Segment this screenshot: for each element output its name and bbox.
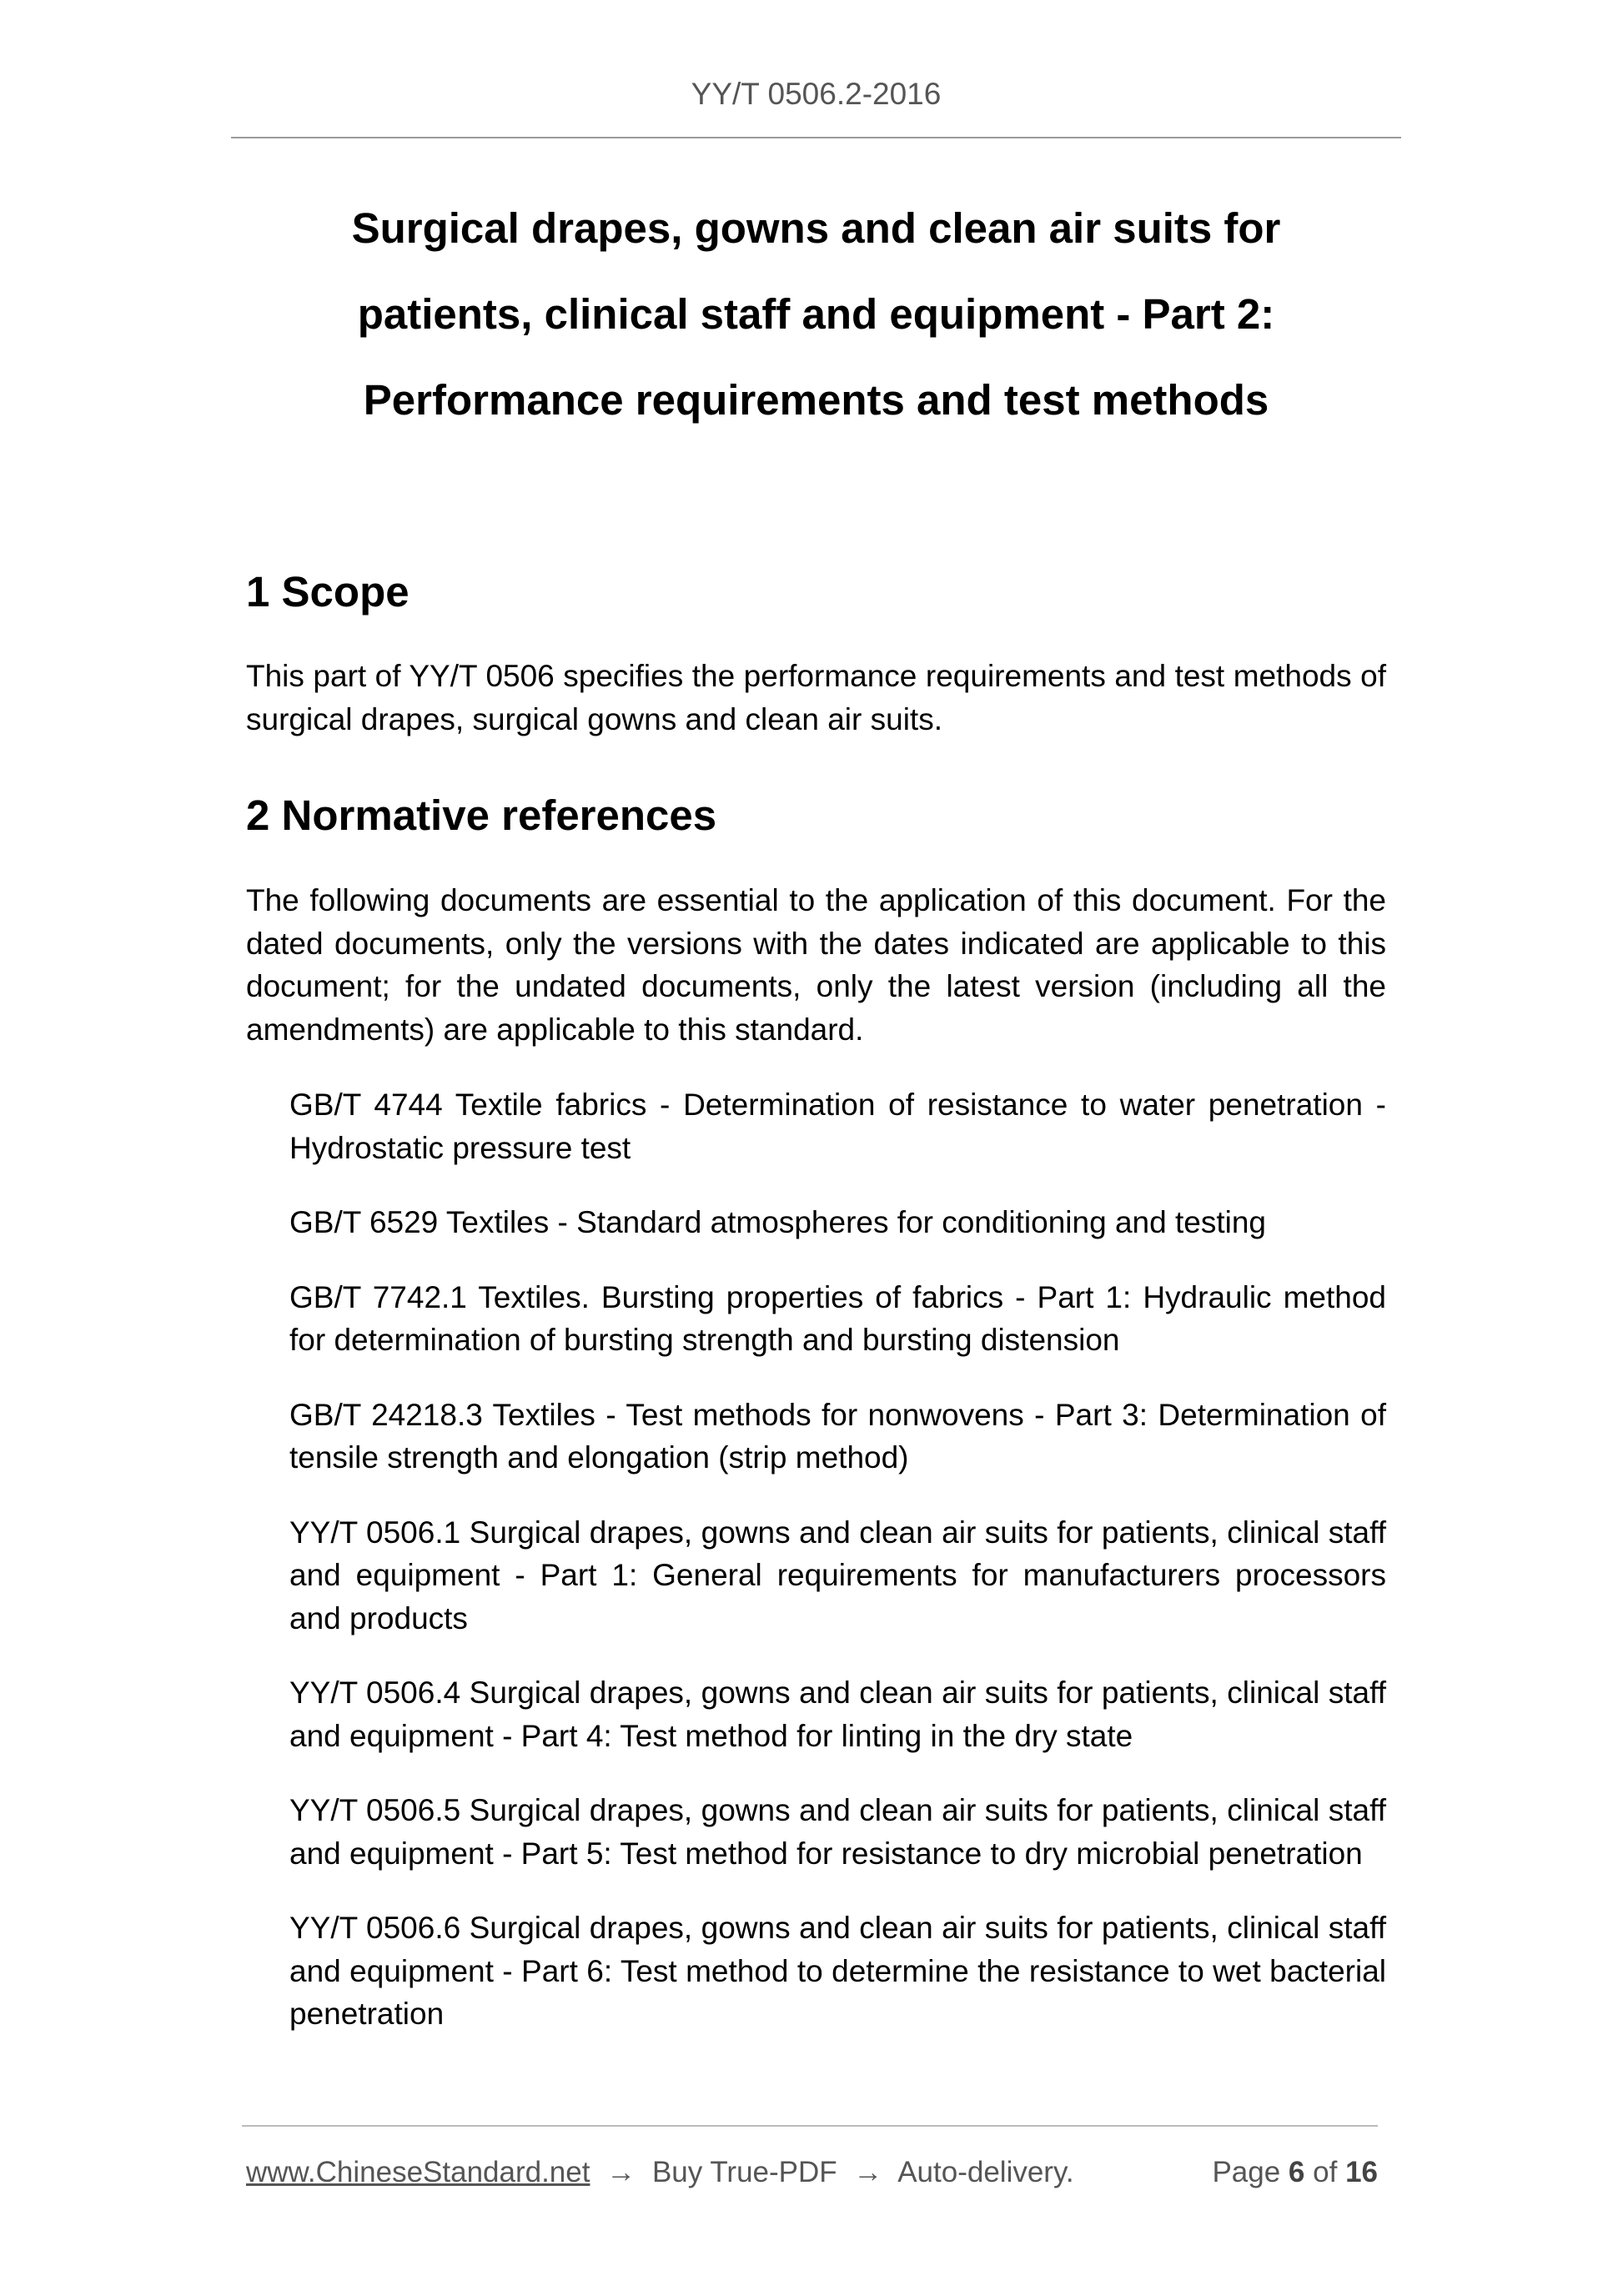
footer-promo bbox=[246, 2156, 1074, 2189]
page-label: Page bbox=[1212, 2156, 1281, 2188]
section-heading-normative-references: 2 Normative references bbox=[246, 791, 717, 839]
reference-item: GB/T 6529 Textiles - Standard atmospheres for conditioning and testing bbox=[289, 1205, 1266, 1239]
page-total: 16 bbox=[1345, 2156, 1378, 2188]
document-body bbox=[246, 555, 1386, 2067]
reference-item: YY/T 0506.6 Surgical drapes, gowns and clean air suits for patients, clinical staff and equipment - Part 6: Test method to determine the resistance to wet bacterial penetration bbox=[289, 1911, 1386, 2031]
title-line-2: patients, clinical staff and equipment - Part 2: bbox=[357, 290, 1275, 338]
title-line-1: Surgical drapes, gowns and clean air suits for bbox=[351, 204, 1281, 252]
page-current: 6 bbox=[1288, 2156, 1305, 2188]
footer-step-buy: Buy True-PDF bbox=[651, 2156, 837, 2188]
page-of-label: of bbox=[1313, 2156, 1338, 2188]
reference-item: YY/T 0506.4 Surgical drapes, gowns and clean air suits for patients, clinical staff and equipment - Part 4: Test method for linting in the dry state bbox=[289, 1676, 1386, 1753]
page-number bbox=[1212, 2156, 1378, 2189]
document-title bbox=[231, 185, 1401, 443]
normative-references-intro: The following documents are essential to the application of this document. For the dated documents, only the versions with the dates indicated are applicable to this document; for the undated documents, only the latest version (including all the amendments) are applicable to this standard. bbox=[246, 883, 1386, 1047]
footer-step-delivery: Auto-delivery. bbox=[897, 2156, 1074, 2188]
title-line-3: Performance requirements and test methods bbox=[363, 376, 1269, 424]
reference-list bbox=[289, 1083, 1386, 2036]
scope-paragraph: This part of YY/T 0506 specifies the performance requirements and test methods of surgical drapes, surgical gowns and clean air suits. bbox=[246, 659, 1386, 736]
page-header-standard-code: YY/T 0506.2-2016 bbox=[691, 77, 942, 111]
header-divider bbox=[231, 137, 1401, 138]
section-heading-scope: 1 Scope bbox=[246, 568, 410, 615]
reference-item: YY/T 0506.5 Surgical drapes, gowns and clean air suits for patients, clinical staff and equipment - Part 5: Test method for resistance to dry microbial penetration bbox=[289, 1793, 1386, 1871]
right-arrow-icon: → bbox=[606, 2156, 636, 2188]
right-arrow-icon: → bbox=[853, 2156, 883, 2188]
website-link[interactable]: www.ChineseStandard.net bbox=[246, 2156, 590, 2188]
reference-item: GB/T 7742.1 Textiles. Bursting properties of fabrics - Part 1: Hydraulic method for determination of bursting strength and bursting distension bbox=[289, 1279, 1386, 1357]
reference-item: GB/T 24218.3 Textiles - Test methods for nonwovens - Part 3: Determination of tensile strength and elongation (strip method) bbox=[289, 1397, 1386, 1475]
reference-item: GB/T 4744 Textile fabrics - Determination of resistance to water penetration - Hydrostatic pressure test bbox=[289, 1088, 1386, 1165]
footer-divider bbox=[242, 2125, 1378, 2127]
reference-item: YY/T 0506.1 Surgical drapes, gowns and clean air suits for patients, clinical staff and equipment - Part 1: General requirements for manufacturers processors and products bbox=[289, 1515, 1386, 1635]
